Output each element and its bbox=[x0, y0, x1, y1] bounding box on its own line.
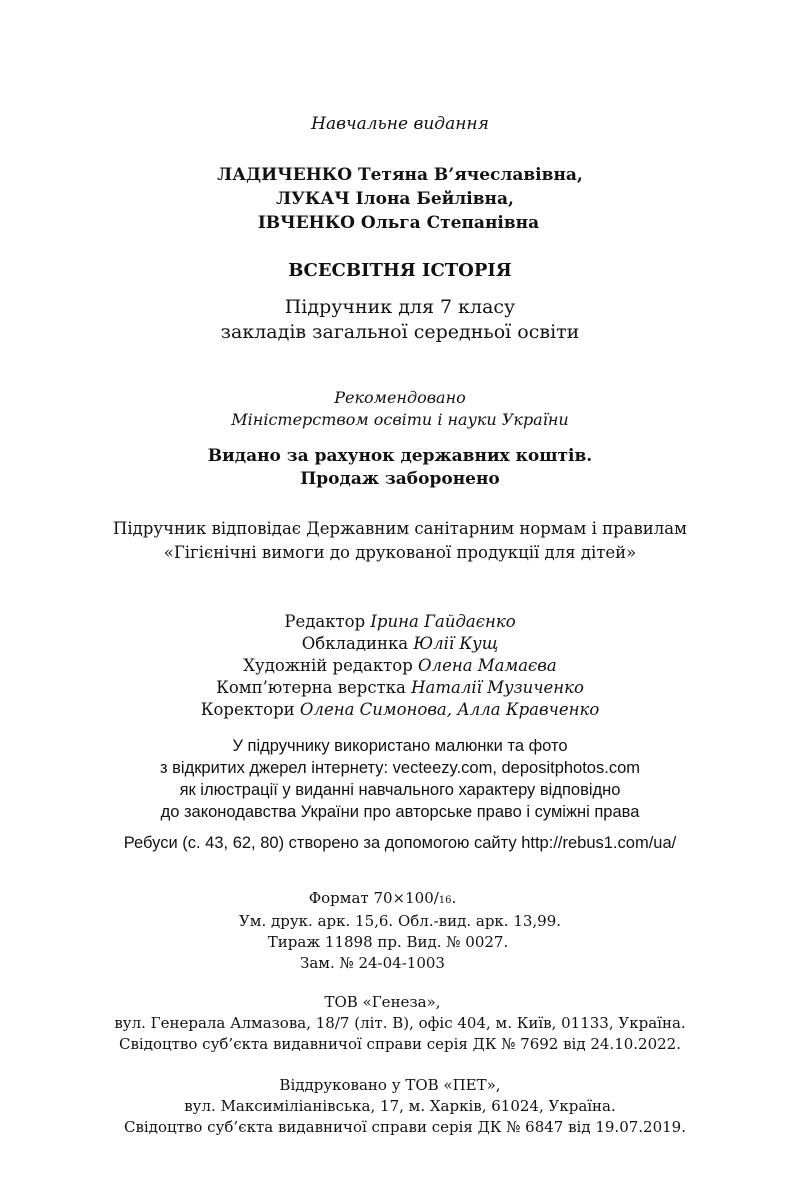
credit-line bbox=[0, 633, 800, 655]
credit-person: Олена Симонова, Алла Кравченко bbox=[299, 700, 600, 719]
credit-person: Олена Мамаєва bbox=[418, 656, 557, 675]
author-given-name: Ілона Бейлівна, bbox=[355, 189, 514, 209]
printer-line: Віддруковано у ТОВ «ПЕТ», bbox=[279, 1076, 501, 1094]
author-given-name: Тетяна В’ячеславівна, bbox=[357, 165, 583, 185]
author-surname: ІВЧЕНКО bbox=[257, 213, 355, 233]
credit-person: Юлії Кущ bbox=[413, 634, 499, 653]
recommendation-line: Рекомендовано bbox=[334, 388, 466, 407]
print-specs bbox=[0, 888, 800, 974]
authors-list bbox=[0, 163, 800, 235]
publisher-info bbox=[0, 992, 800, 1055]
state-funded-line: Продаж заборонено bbox=[300, 469, 500, 489]
author-line bbox=[0, 187, 800, 211]
format-end: . bbox=[451, 889, 457, 907]
publisher-line: ТОВ «Генеза», bbox=[324, 993, 441, 1011]
recommendation-line: Міністерством освіти і науки України bbox=[231, 410, 569, 429]
rebuses-note-text: Ребуси (с. 43, 62, 80) створено за допомогою сайту http://rebus1.com/ua/ bbox=[123, 834, 677, 852]
images-note-line: У підручнику використано малюнки та фото bbox=[232, 737, 568, 755]
images-note-line: як ілюстрації у виданні навчального характеру відповідно bbox=[179, 781, 621, 799]
hygiene-line: «Гігієнічні вимоги до друкованої продукції для дітей» bbox=[163, 543, 637, 562]
publisher-line: вул. Генерала Алмазова, 18/7 (літ. В), офіс 404, м. Київ, 01133, Україна. bbox=[114, 1014, 686, 1032]
sheets-line: Ум. друк. арк. 15,6. Обл.-вид. арк. 13,99. bbox=[238, 912, 562, 930]
credit-role: Комп’ютерна верстка bbox=[216, 678, 406, 697]
credit-line bbox=[0, 677, 800, 699]
author-surname: ЛАДИЧЕНКО bbox=[217, 165, 353, 185]
credit-line bbox=[0, 611, 800, 633]
rebuses-note bbox=[0, 832, 800, 854]
order-line: Зам. № 24-04-1003 bbox=[300, 954, 445, 972]
edition-type-text: Навчальне видання bbox=[311, 114, 489, 134]
images-source-note bbox=[0, 735, 800, 823]
author-line bbox=[0, 163, 800, 187]
state-funded-note bbox=[0, 445, 800, 491]
printer-info bbox=[0, 1075, 800, 1138]
credit-role: Редактор bbox=[284, 612, 366, 631]
book-title bbox=[0, 259, 800, 283]
format-label: Формат 70×100/ bbox=[308, 889, 439, 907]
book-subtitle bbox=[0, 295, 800, 345]
credit-line bbox=[0, 699, 800, 721]
author-line bbox=[0, 211, 800, 235]
edition-type bbox=[0, 113, 800, 135]
run-line: Тираж 11898 пр. Вид. № 0027. bbox=[267, 933, 509, 951]
author-given-name: Ольга Степанівна bbox=[360, 213, 540, 233]
credit-role: Художній редактор bbox=[243, 656, 413, 675]
credit-line bbox=[0, 655, 800, 677]
format-fraction: 16 bbox=[438, 895, 452, 906]
credits-list bbox=[0, 611, 800, 721]
format-line bbox=[0, 888, 800, 911]
printer-line: вул. Максиміліанівська, 17, м. Харків, 61024, Україна. bbox=[184, 1097, 616, 1115]
hygiene-line: Підручник відповідає Державним санітарним нормам і правилам bbox=[113, 519, 687, 538]
book-title-text: ВСЕСВІТНЯ ІСТОРІЯ bbox=[288, 260, 512, 281]
credit-role: Коректори bbox=[200, 700, 295, 719]
credit-person: Наталії Музиченко bbox=[411, 678, 584, 697]
subtitle-line: закладів загальної середньої освіти bbox=[220, 321, 580, 343]
credit-person: Ірина Гайдаєнко bbox=[370, 612, 516, 631]
state-funded-line: Видано за рахунок державних коштів. bbox=[207, 446, 593, 466]
recommendation-note bbox=[0, 387, 800, 431]
hygiene-note bbox=[0, 517, 800, 565]
images-note-line: з відкритих джерел інтернету: vecteezy.com, depositphotos.com bbox=[159, 759, 640, 777]
author-surname: ЛУКАЧ bbox=[276, 189, 350, 209]
publisher-line: Свідоцтво суб’єкта видавничої справи серія ДК № 7692 від 24.10.2022. bbox=[119, 1035, 681, 1053]
printer-line: Свідоцтво суб’єкта видавничої справи серія ДК № 6847 від 19.07.2019. bbox=[124, 1118, 686, 1136]
images-note-line: до законодавства України про авторське право і суміжні права bbox=[160, 803, 640, 821]
credit-role: Обкладинка bbox=[301, 634, 409, 653]
subtitle-line: Підручник для 7 класу bbox=[284, 296, 516, 318]
